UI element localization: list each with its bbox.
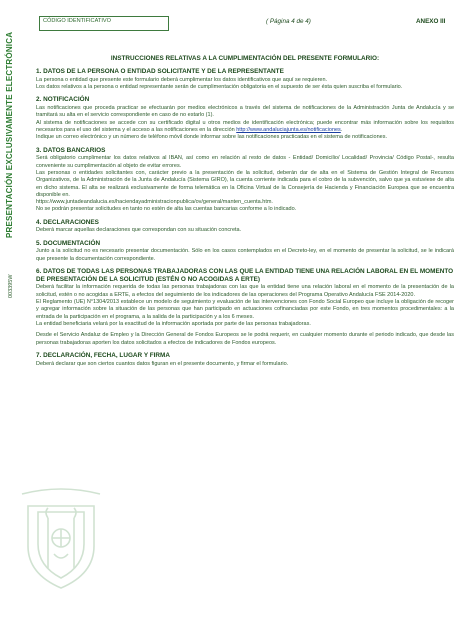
paragraph-text: Al sistema de notificaciones se accede con su certificado digital u otros medios de identificación electrónica; puede encontrar más información sobre los requisitos necesarios para el uso del sistema y el acceso a las notificaciones en la dirección [36, 119, 454, 133]
side-code [8, 262, 16, 298]
bank-url: https://www.juntadeandalucia.es/haciendayadministracionpublica/ov/general/manten_cuenta.htm. [36, 199, 273, 206]
page-number: ( Página 4 de 4) [266, 18, 311, 25]
section-heading: 1. DATOS DE LA PERSONA O ENTIDAD SOLICITANTE Y DE LA REPRESENTANTE [36, 68, 284, 75]
section-7 [36, 352, 454, 368]
side-title [5, 31, 17, 238]
section-heading: 7. DECLARACIÓN, FECHA, LUGAR Y FIRMA [36, 351, 170, 359]
section-3 [36, 147, 454, 214]
code-field[interactable] [39, 16, 169, 31]
paragraph: Los datos relativos a la persona o entidad representante serán de cumplimentación obligatoria en el supuesto de ser ésta quien suscriba el formulario. [36, 84, 403, 90]
instructions-body [36, 55, 454, 373]
section-heading: 2. NOTIFICACIÓN [36, 96, 90, 104]
paragraph: Las notificaciones que proceda practicar se efectuarán por medios electrónicos a través del sistema de notificaciones de la Administración Junta de Andalucía y se tramitará su alta en el servicio correspondiente en caso de no estarlo (1). [36, 105, 454, 119]
code-label: CÓDIGO IDENTIFICATIVO [43, 18, 111, 24]
page-title: INSTRUCCIONES RELATIVAS A LA CUMPLIMENTACIÓN DEL PRESENTE FORMULARIO: [110, 55, 380, 62]
side-code-text: 003395W [8, 274, 14, 298]
paragraph: La entidad beneficiaria velará por la exactitud de la información aportada por parte de las personas trabajadoras. [36, 321, 311, 327]
paragraph: Deberá facilitar la información requerida de todas las personas trabajadoras con las que la entidad tiene una relación laboral en el momento de la presentación de la solicitud, estén o no acogidas a ERTE, a efectos del seguimiento de los indicadores de las operaciones del Programa Operativo Andalucía FSE 2014-2020. [36, 284, 454, 298]
section-heading: 5. DOCUMENTACIÓN [36, 239, 101, 247]
section-2 [36, 96, 454, 141]
paragraph: Junto a la solicitud no es necesario presentar documentación. Sólo en los casos contemplados en el Decreto-ley, en el momento de presentar la solicitud, se le indicará que presente la documentación correspondiente. [36, 248, 454, 262]
notifications-link[interactable]: http://www.andaluciajunta.es/notificaciones [236, 126, 341, 133]
paragraph: La persona o entidad que presente este formulario deberá cumplimentar los datos identificativos que aquí se requieren. [36, 76, 328, 83]
paragraph: Deberá marcar aquellas declaraciones que correspondan con su situación concreta. [36, 227, 242, 234]
section-heading: 3. DATOS BANCARIOS [36, 146, 106, 154]
paragraph: Será obligatorio cumplimentar los datos relativos al IBAN, así como en relación al resto de datos - Entidad/ Domicilio/ Localidad/ Provincia/ Código Postal-, resulta conveniente su cumplimentación al objeto de evitar errores. [36, 155, 454, 169]
paragraph-text: . [340, 126, 343, 133]
paragraph: Deberá declarar que son ciertos cuantos datos figuran en el presente documento, y firmar el formulario. [36, 360, 289, 367]
paragraph: No se podrán presentar solicitudes en tanto no estén de alta las cuentas bancarias conforme a lo indicado. [36, 206, 297, 213]
paragraph: Indique un correo electrónico y un número de teléfono móvil donde informar sobre las notificaciones practicadas en el sistema de notificaciones. [36, 134, 387, 141]
section-heading: 6. DATOS DE TODAS LAS PERSONAS TRABAJADORAS CON LAS QUE LA ENTIDAD TIENE UNA RELACIÓN LABORAL EN EL MOMENTO DE PRESENTACIÓN DE LA SOLICITUD (ESTÉN O NO ACOGIDAS A ERTE) [36, 268, 454, 283]
section-6 [36, 268, 454, 347]
section-1 [36, 68, 454, 91]
coat-of-arms-icon [18, 488, 104, 594]
paragraph: Desde el Servicio Andaluz de Empleo y la Dirección General de Fondos Europeos se le podrá requerir, en cualquier momento durante el periodo indicado, que desde las personas trabajadoras aporten los datos solicitados a efectos de indicadores de Fondos europeos. [36, 332, 454, 346]
paragraph: El Reglamento (UE) N°1304/2013 establece un modelo de seguimiento y evaluación de las intervenciones con Fondo Social Europeo que incluye la obligación de recoger y agregar información sobre la situación de las personas que han participado en actuaciones cofinanciadas por este Fondo, en tres momentos procedimentales: a la entrada de la participación en el programa, a la salida de la participación y a los 6 meses. [36, 299, 454, 320]
section-heading: 4. DECLARACIONES [36, 218, 99, 226]
annex-label: ANEXO III [416, 18, 446, 25]
section-4 [36, 219, 454, 235]
paragraph: Las personas o entidades solicitantes con, carácter previo a la presentación de la solicitud, deberán dar de alta en el Sistema de Gestión Integral de Recursos Organizativos, de la Administración de la Junta de Andalucía (Sistema GIRO), la cuenta corriente indicada para el cobro de la subvención, salvo que ya estuviese de alta en dicho sistema. El alta se realizará exclusivamente de forma telemática en la Oficina Virtual de la Consejería de Hacienda y Financiación Europea que se encuentra disponible en. [36, 169, 454, 198]
paragraph [36, 120, 454, 135]
section-5 [36, 240, 454, 263]
side-title-text: PRESENTACIÓN EXCLUSIVAMENTE ELECTRÓNICA [5, 31, 14, 238]
